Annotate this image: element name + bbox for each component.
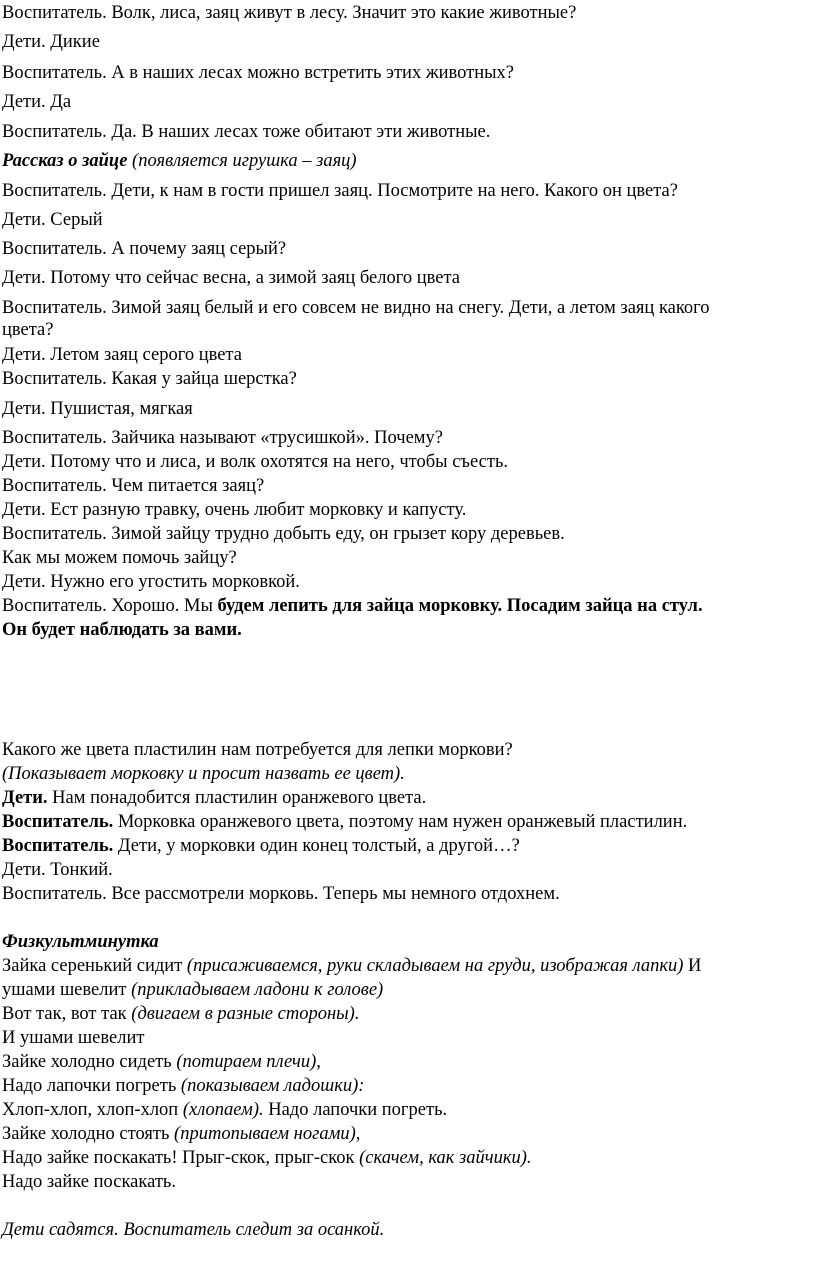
speaker-label: Воспитатель.	[2, 812, 114, 832]
text-line	[2, 835, 520, 857]
text-italic: (хлопаем).	[182, 1100, 264, 1120]
text-normal: Дети, у морковки один конец толстый, а другой…?	[113, 836, 520, 856]
text-italic: (притопываем ногами),	[174, 1124, 361, 1144]
text-line: Дети. Ест разную травку, очень любит морковку и капусту.	[2, 500, 467, 520]
text-italic: (присаживаемся, руки складываем на груди, изображая лапки)	[186, 956, 684, 976]
text-normal: И	[683, 956, 702, 976]
text-normal: Вот так, вот так	[2, 1004, 132, 1024]
text-normal: Нам понадобится пластилин оранжевого цвета.	[47, 788, 427, 808]
text-line	[2, 955, 701, 977]
text-normal: Зайка серенький сидит	[2, 956, 187, 976]
text-line	[2, 1075, 364, 1097]
text-line	[2, 595, 703, 617]
text-line	[2, 1003, 359, 1025]
text-line: Надо зайке поскакать.	[2, 1172, 176, 1192]
text-line	[2, 1147, 532, 1169]
text-line: Дети. Тонкий.	[2, 860, 113, 880]
text-normal: Зайке холодно сидеть	[2, 1052, 177, 1072]
text-line	[2, 1099, 447, 1121]
text-line	[2, 1123, 360, 1145]
text-line: Воспитатель. Зимой заяц белый и его совсем не видно на снегу. Дети, а летом заяц какого	[2, 298, 710, 318]
text-normal: Воспитатель. Хорошо. Мы	[2, 596, 218, 616]
text-normal: Надо лапочки погреть	[2, 1076, 181, 1096]
text-italic: (скачем, как зайчики).	[359, 1148, 532, 1168]
text-line: Дети садятся. Воспитатель следит за осанкой.	[2, 1220, 385, 1240]
text-line: Дети. Нужно его угостить морковкой.	[2, 572, 300, 592]
text-line: Дети. Потому что и лиса, и волк охотятся на него, чтобы съесть.	[2, 452, 509, 472]
text-normal: Хлоп-хлоп, хлоп-хлоп	[2, 1100, 183, 1120]
text-line: И ушами шевелит	[2, 1028, 145, 1048]
speaker-label: Дети.	[2, 788, 48, 808]
text-normal: Надо лапочки погреть.	[263, 1100, 448, 1120]
text-line: Воспитатель. Дети, к нам в гости пришел заяц. Посмотрите на него. Какого он цвета?	[2, 181, 678, 201]
text-line: цвета?	[2, 320, 54, 340]
text-line	[2, 1051, 321, 1073]
section-heading	[2, 150, 357, 172]
text-line: Дети. Да	[2, 92, 72, 112]
heading-bold: Рассказ о зайце	[2, 151, 128, 171]
text-line: Он будет наблюдать за вами.	[2, 620, 242, 640]
text-line: Дети. Серый	[2, 210, 103, 230]
text-line: Дети. Пушистая, мягкая	[2, 399, 193, 419]
text-italic: (прикладываем ладони к голове)	[131, 980, 384, 1000]
text-italic: (потираем плечи),	[176, 1052, 321, 1072]
text-normal: Зайке холодно стоять	[2, 1124, 175, 1144]
heading-note: (появляется игрушка – заяц)	[127, 151, 357, 171]
text-line: Воспитатель. Зайчика называют «трусишкой». Почему?	[2, 428, 443, 448]
text-line	[2, 811, 687, 833]
text-normal: Надо зайке поскакать! Прыг-скок, прыг-скок	[2, 1148, 360, 1168]
text-line: Воспитатель. Зимой зайцу трудно добыть еду, он грызет кору деревьев.	[2, 524, 565, 544]
text-line	[2, 979, 383, 1001]
text-line: Дети. Потому что сейчас весна, а зимой заяц белого цвета	[2, 268, 460, 288]
text-line: Какого же цвета пластилин нам потребуется для лепки моркови?	[2, 740, 513, 760]
text-line: Дети. Дикие	[2, 32, 100, 52]
text-italic: (двигаем в разные стороны).	[131, 1004, 360, 1024]
text-italic: (показываем ладошки):	[180, 1076, 365, 1096]
text-bold: будем лепить для зайца морковку. Посадим зайца на стул.	[217, 596, 703, 616]
text-line: Воспитатель. Какая у зайца шерстка?	[2, 369, 297, 389]
text-line: Воспитатель. Волк, лиса, заяц живут в лесу. Значит это какие животные?	[2, 3, 577, 23]
text-line	[2, 787, 426, 809]
text-line: Как мы можем помочь зайцу?	[2, 548, 237, 568]
text-line: Воспитатель. А почему заяц серый?	[2, 239, 287, 259]
text-line: Воспитатель. Да. В наших лесах тоже обитают эти животные.	[2, 122, 491, 142]
speaker-label: Воспитатель.	[2, 836, 114, 856]
text-line: (Показывает морковку и просит назвать ее цвет).	[2, 764, 405, 784]
text-line: Дети. Летом заяц серого цвета	[2, 345, 242, 365]
text-normal: Морковка оранжевого цвета, поэтому нам нужен оранжевый пластилин.	[113, 812, 688, 832]
exercise-title: Физкультминутка	[2, 932, 159, 952]
text-line: Воспитатель. Чем питается заяц?	[2, 476, 265, 496]
text-normal: ушами шевелит	[2, 980, 132, 1000]
text-line: Воспитатель. Все рассмотрели морковь. Теперь мы немного отдохнем.	[2, 884, 560, 904]
text-line: Воспитатель. А в наших лесах можно встретить этих животных?	[2, 63, 514, 83]
